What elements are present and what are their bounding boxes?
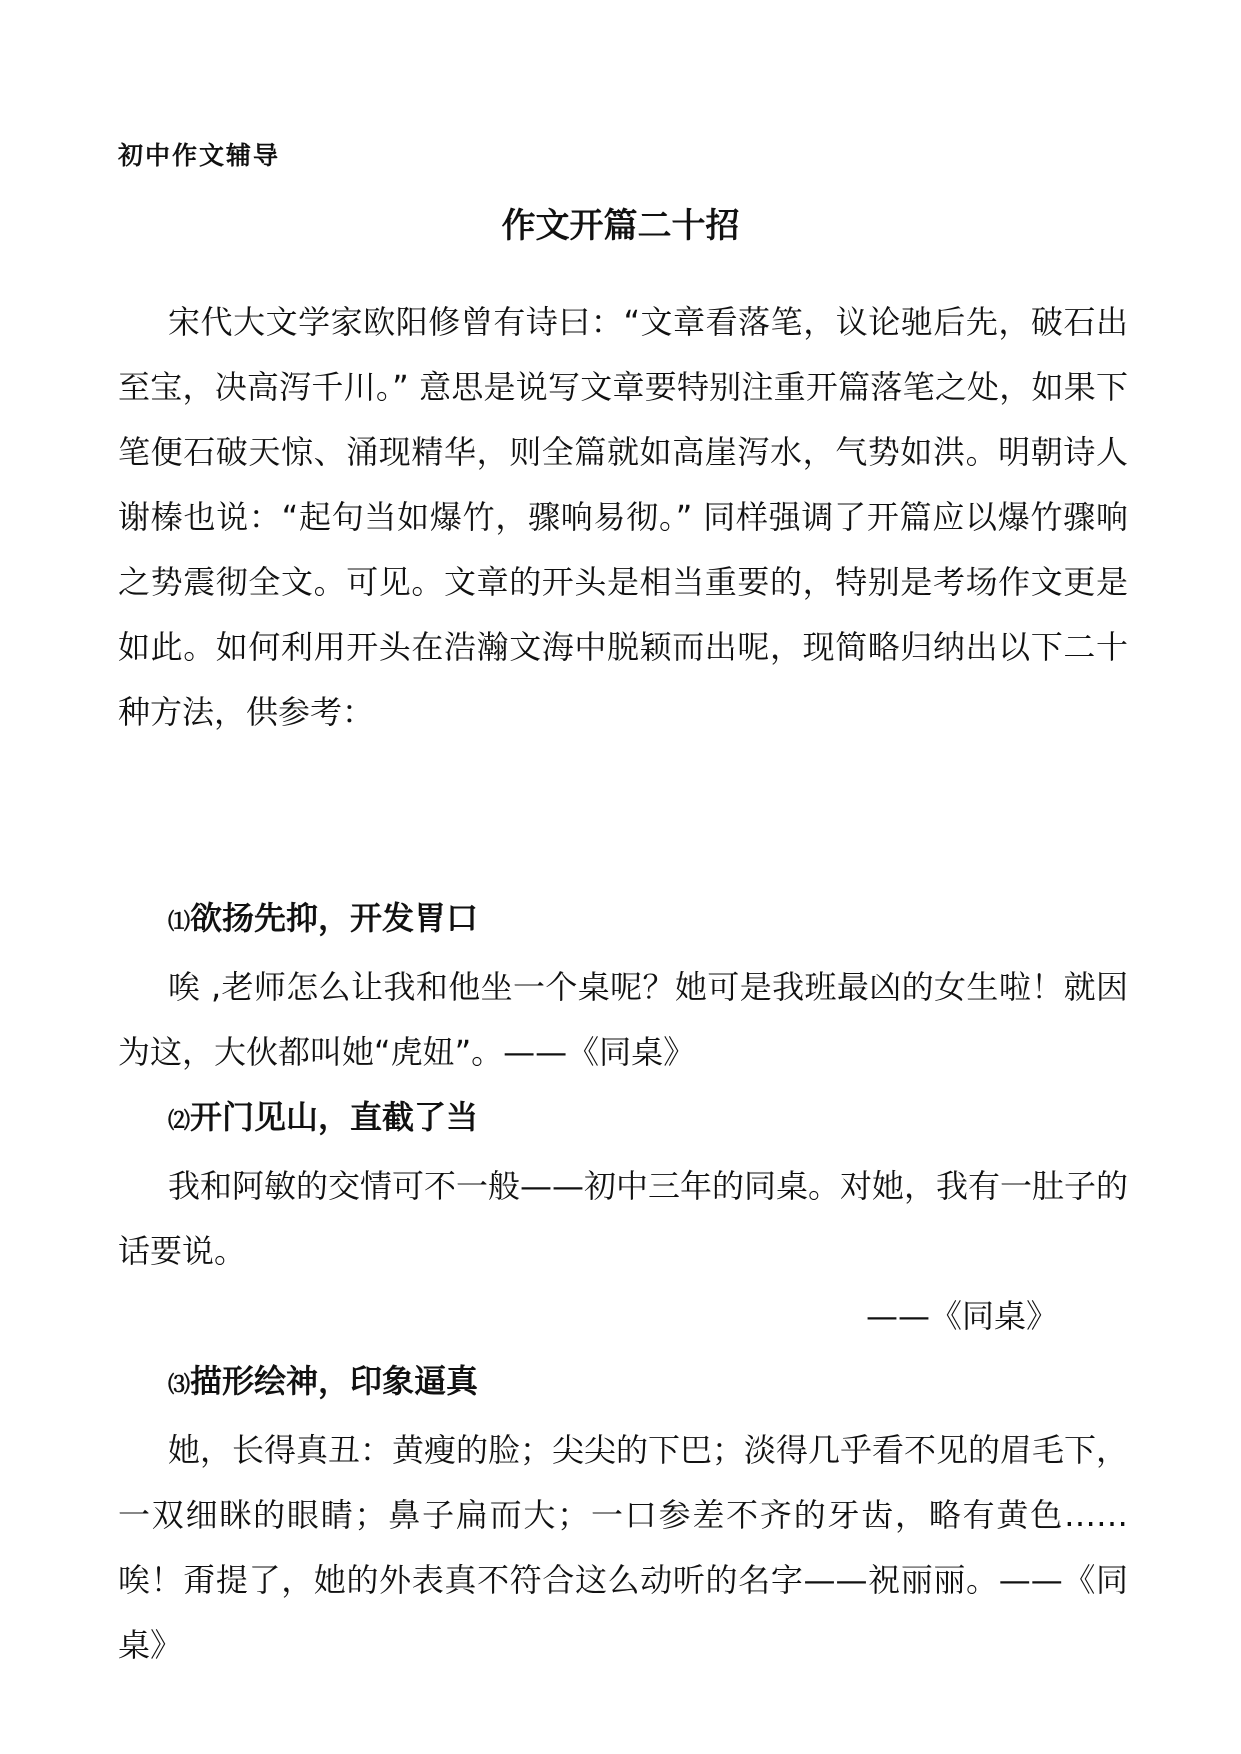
section-number: ⑶ <box>168 1373 191 1398</box>
section-heading-text: 欲扬先抑，开发胃口 <box>190 899 479 937</box>
section-heading-3 <box>118 1349 1128 1418</box>
header-label: 初中作文辅导 <box>118 141 281 170</box>
section-body-2: 我和阿敏的交情可不一般——初中三年的同桌。对她，我有一肚子的话要说。 <box>118 1167 1129 1270</box>
document-body <box>118 290 1128 1678</box>
section-body-3: 她，长得真丑：黄瘦的脸；尖尖的下巴；淡得几乎看不见的眉毛下，一双细眯的眼睛；鼻子扁而大；一口参差不齐的牙齿，略有黄色……唉！甭提了，她的外表真不符合这么动听的名字——祝丽丽。——《同桌》 <box>118 1431 1129 1664</box>
section-number: ⑵ <box>168 1109 191 1134</box>
section-body-1: 唉 ,老师怎么让我和他坐一个桌呢？她可是我班最凶的女生啦！就因为这，大伙都叫她“虎妞”。——《同桌》 <box>118 968 1128 1071</box>
intro-paragraph: 宋代大文学家欧阳修曾有诗曰：“文章看落笔，议论驰后先，破石出至宝，决高泻千川。” 意思是说写文章要特别注重开篇落笔之处，如果下笔便石破天惊、涌现精华，则全篇就如高崖泻水，气势如洪。明朝诗人谢榛也说：“起句当如爆竹，骤响易彻。” 同样强调了开篇应以爆竹骤响之势震彻全文。可见。文章的开头是相当重要的，特别是考场作文更是如此。如何利用开头在浩瀚文海中脱颖而出呢，现简略归纳出以下二十种方法，供参考： <box>118 303 1128 731</box>
section-number: ⑴ <box>168 910 191 935</box>
section-heading-1 <box>118 886 1128 955</box>
page-title: 作文开篇二十招 <box>501 206 740 246</box>
section-heading-text: 描形绘神，印象逼真 <box>190 1362 479 1400</box>
section-heading-text: 开门见山，直截了当 <box>190 1098 479 1136</box>
section-heading-2 <box>118 1085 1128 1154</box>
section-source-2: ——《同桌》 <box>865 1297 1058 1335</box>
